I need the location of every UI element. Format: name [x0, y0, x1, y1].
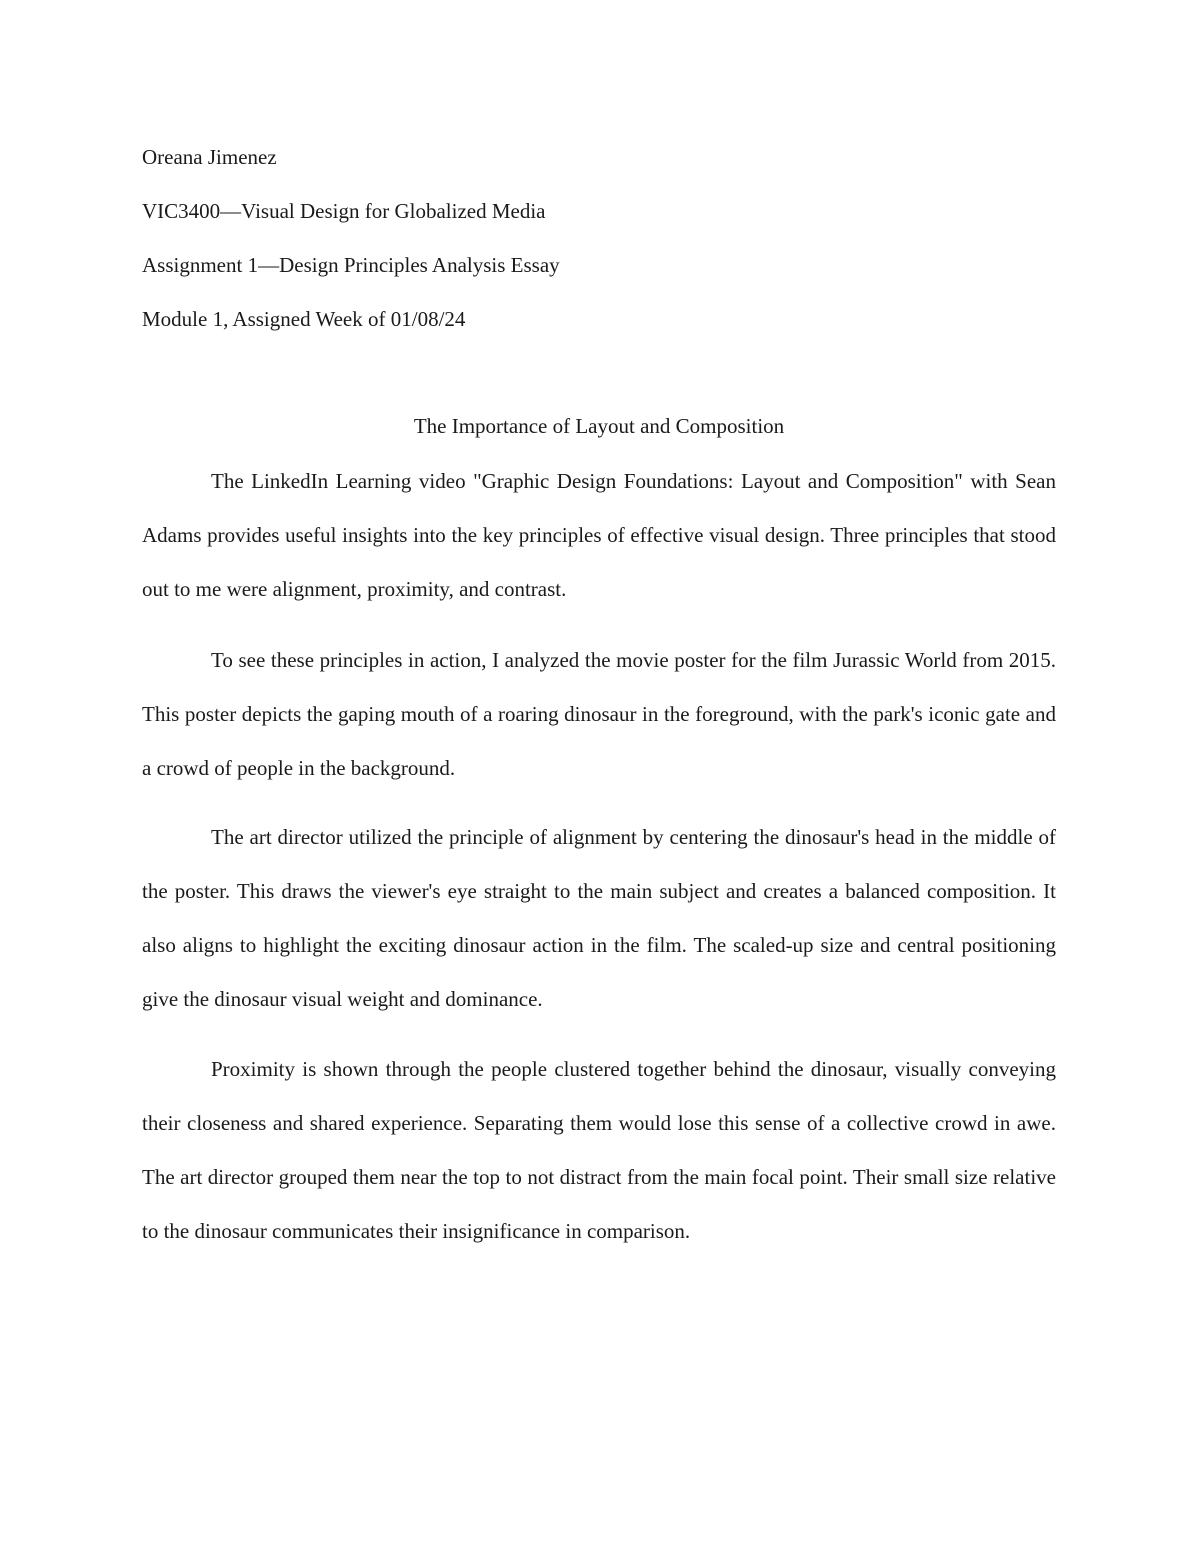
essay-paragraph-1: The LinkedIn Learning video "Graphic Design Foundations: Layout and Composition" with Sean Adams provides useful insights into the key principles of effective visual design. Three principles that stood out to me were alignment, proximity, and contrast. — [142, 469, 1056, 601]
essay-paragraph-3: The art director utilized the principle of alignment by centering the dinosaur's head in the middle of the poster. This draws the viewer's eye straight to the main subject and creates a balanced composition. It also aligns to highlight the exciting dinosaur action in the film. The scaled-up size and central positioning give the dinosaur visual weight and dominance. — [142, 825, 1056, 1011]
essay-paragraph-4: Proximity is shown through the people clustered together behind the dinosaur, visually conveying their closeness and shared experience. Separating them would lose this sense of a collective crowd in awe. The art director grouped them near the top to not distract from the main focal point. Their small size relative to the dinosaur communicates their insignificance in comparison. — [142, 1057, 1056, 1243]
module-date: Module 1, Assigned Week of 01/08/24 — [142, 307, 466, 331]
author-name: Oreana Jimenez — [142, 145, 277, 169]
course-title: VIC3400—Visual Design for Globalized Media — [142, 199, 546, 223]
essay-title: The Importance of Layout and Composition — [413, 414, 785, 438]
assignment-title: Assignment 1—Design Principles Analysis Essay — [142, 253, 560, 277]
essay-paragraph-2: To see these principles in action, I analyzed the movie poster for the film Jurassic World from 2015. This poster depicts the gaping mouth of a roaring dinosaur in the foreground, with the park's iconic gate and a crowd of people in the background. — [142, 648, 1056, 780]
